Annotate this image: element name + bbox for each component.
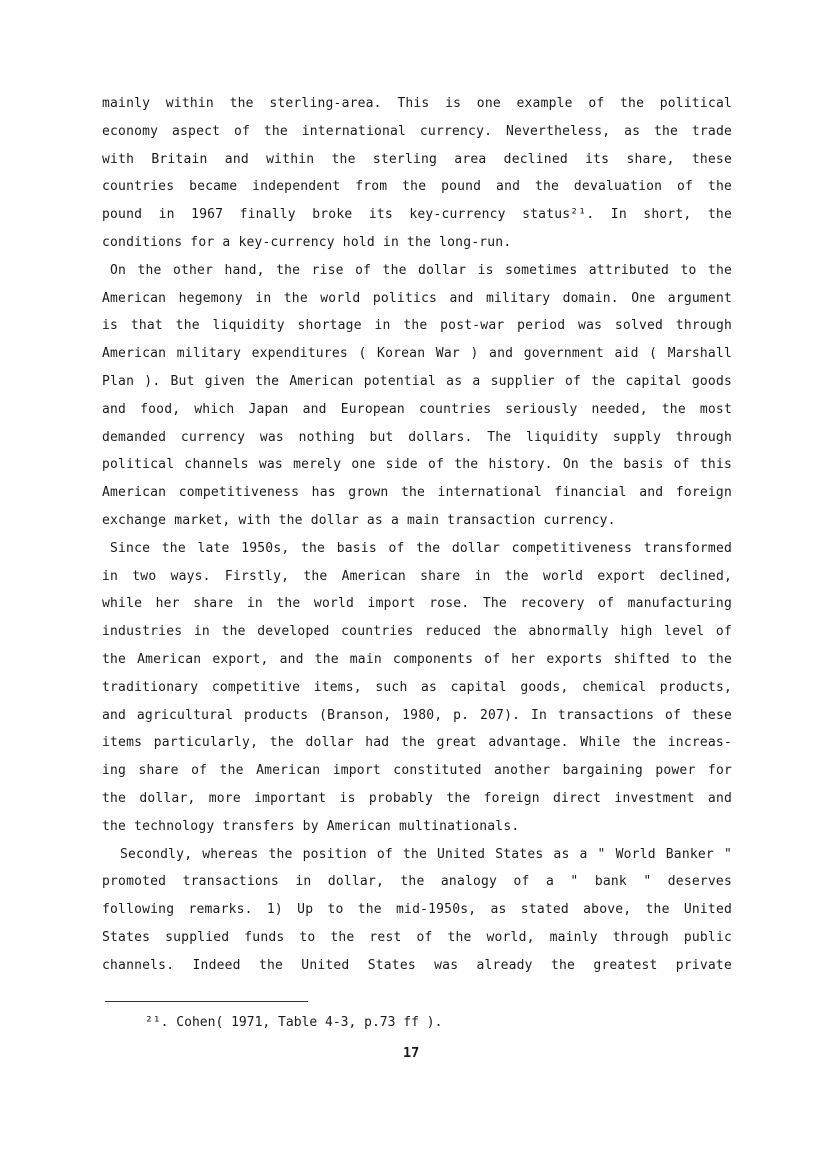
text-line: promoted transactions in dollar, the analogy of a " bank " deserves	[102, 874, 732, 890]
text-line: items particularly, the dollar had the great advantage. While the increas-	[102, 735, 732, 751]
text-line: American hegemony in the world politics and military domain. One argument	[102, 290, 732, 306]
text-line: mainly within the sterling-area. This is one example of the political	[102, 96, 732, 111]
text-line: with Britain and within the sterling area declined its share, these	[102, 151, 732, 167]
text-line: channels. Indeed the United States was already the greatest private	[102, 957, 732, 973]
text-line: American military expenditures ( Korean War ) and government aid ( Marshall	[102, 346, 732, 362]
text-line: pound in 1967 finally broke its key-currency status²¹. In short, the	[102, 207, 732, 223]
text-line: conditions for a key-currency hold in the long-run.	[102, 234, 512, 250]
text-line: following remarks. 1) Up to the mid-1950s, as stated above, the United	[102, 902, 732, 918]
text-line: and agricultural products (Branson, 1980, p. 207). In transactions of these	[102, 707, 732, 723]
text-line: and food, which Japan and European countries seriously needed, the most	[102, 401, 732, 417]
text-line: traditionary competitive items, such as capital goods, chemical products,	[102, 679, 732, 695]
text-line: political channels was merely one side of the history. On the basis of this	[102, 457, 732, 473]
text-line: Secondly, whereas the position of the United States as a " World Banker "	[120, 846, 732, 862]
text-line: is that the liquidity shortage in the post-war period was solved through	[102, 318, 732, 334]
text-line: in two ways. Firstly, the American share in the world export declined,	[102, 568, 732, 584]
text-line: countries became independent from the pound and the devaluation of the	[102, 179, 732, 195]
body-text	[102, 90, 732, 980]
footnote-separator	[105, 1001, 308, 1002]
footnote: ²¹. Cohen( 1971, Table 4-3, p.73 ff ).	[145, 1015, 443, 1030]
text-line: American competitiveness has grown the international financial and foreign	[102, 485, 732, 501]
text-line: economy aspect of the international currency. Nevertheless, as the trade	[102, 123, 732, 139]
text-line: demanded currency was nothing but dollars. The liquidity supply through	[102, 429, 732, 445]
text-line: Since the late 1950s, the basis of the dollar competitiveness transformed	[110, 540, 732, 556]
page-number: 17	[403, 1045, 420, 1061]
text-line: while her share in the world import rose. The recovery of manufacturing	[102, 596, 732, 612]
text-line: On the other hand, the rise of the dollar is sometimes attributed to the	[110, 262, 732, 278]
text-line: exchange market, with the dollar as a main transaction currency.	[102, 512, 616, 528]
text-line: Plan ). But given the American potential as a supplier of the capital goods	[102, 373, 732, 389]
text-line: the dollar, more important is probably the foreign direct investment and	[102, 790, 732, 806]
text-line: the American export, and the main components of her exports shifted to the	[102, 651, 732, 667]
text-line: ing share of the American import constituted another bargaining power for	[102, 763, 732, 779]
text-line: industries in the developed countries reduced the abnormally high level of	[102, 624, 732, 640]
text-line: the technology transfers by American multinationals.	[102, 818, 520, 834]
text-line: States supplied funds to the rest of the world, mainly through public	[102, 929, 732, 945]
